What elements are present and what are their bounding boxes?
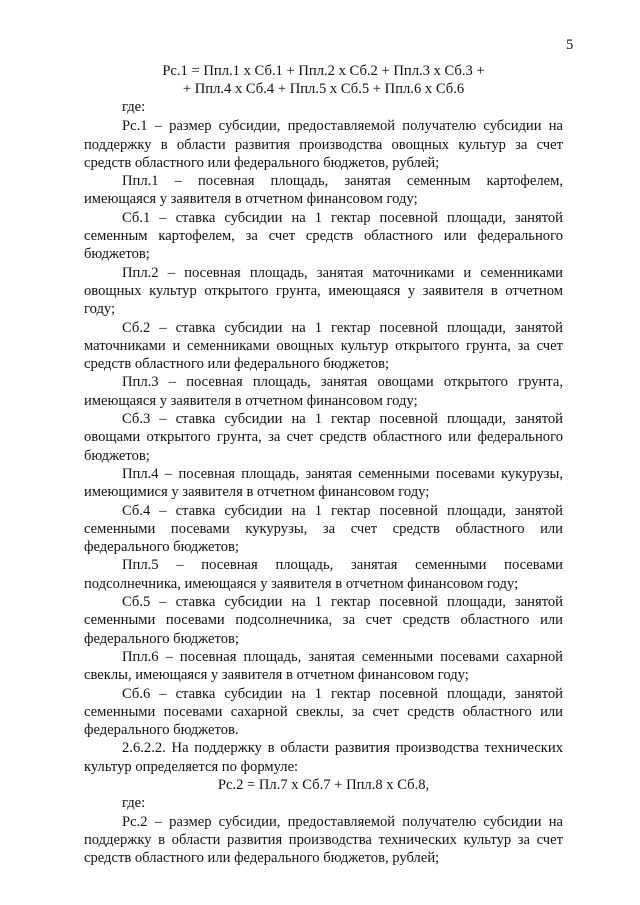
definition-ppl3: Ппл.3 – посевная площадь, занятая овощами открытого грунта, имеющаяся у заявителя в отчетном финансовом году; (84, 374, 563, 409)
page-number: 5 (566, 37, 574, 53)
definition-sb6: Сб.6 – ставка субсидии на 1 гектар посевной площади, занятой семенными посевами сахарной свеклы, за счет средств областного или федерального бюджетов. (84, 685, 563, 739)
document-body (84, 98, 563, 867)
definition-sb2: Сб.2 – ставка субсидии на 1 гектар посевной площади, занятой маточниками и семенниками овощных культур открытого грунта, за счет средств областного или федерального бюджетов; (84, 319, 563, 373)
definition-ppl1: Ппл.1 – посевная площадь, занятая семенным картофелем, имеющаяся у заявителя в отчетном финансовом году; (84, 173, 563, 208)
where-label-2: где: (122, 795, 146, 812)
definition-rs2: Рс.2 – размер субсидии, предоставляемой получателю субсидии на поддержку в области развития производства технических культур за счет средств областного или федерального бюджетов, рублей; (84, 813, 563, 867)
formula-rs1 (84, 62, 563, 99)
definition-ppl2: Ппл.2 – посевная площадь, занятая маточниками и семенниками овощных культур открытого грунта, имеющаяся у заявителя в отчетном году; (84, 264, 563, 318)
definition-ppl4: Ппл.4 – посевная площадь, занятая семенными посевами кукурузы, имеющимися у заявителя в отчетном финансовом году; (84, 465, 563, 501)
definition-sb1: Сб.1 – ставка субсидии на 1 гектар посевной площади, занятой семенным картофелем, за счет средств областного или федерального бюджетов; (84, 209, 563, 263)
definition-sb5: Сб.5 – ставка субсидии на 1 гектар посевной площади, занятой семенными посевами подсолнечника, за счет средств областного или федерального бюджетов; (84, 594, 563, 647)
definition-sb3: Сб.3 – ставка субсидии на 1 гектар посевной площади, занятой овощами открытого грунта, за счет средств областного или федерального бюджетов; (84, 411, 563, 464)
definition-ppl6: Ппл.6 – посевная площадь, занятая семенными посевами сахарной свеклы, имеющаяся у заявителя в отчетном финансовом году; (84, 648, 563, 684)
definition-ppl5: Ппл.5 – посевная площадь, занятая семенными посевами подсолнечника, имеющаяся у заявителя в отчетном финансовом году; (84, 557, 563, 592)
section-2-6-2-2: 2.6.2.2. На поддержку в области развития производства технических культур определяется по формуле: (84, 740, 563, 775)
formula-rs2: Рс.2 = Пл.7 х Сб.7 + Ппл.8 х Сб.8, (217, 776, 430, 793)
where-label: где: (122, 99, 146, 115)
definition-sb4: Сб.4 – ставка субсидии на 1 гектар посевной площади, занятой семенными посевами кукурузы, за счет средств областного или федерального бюджетов; (84, 502, 563, 556)
formula-rs1-line1: Рс.1 = Ппл.1 х Сб.1 + Ппл.2 х Сб.2 + Ппл.3 х Сб.3 + (162, 63, 485, 79)
formula-rs1-line2: + Ппл.4 х Сб.4 + Ппл.5 х Сб.5 + Ппл.6 х Сб.6 (182, 81, 465, 98)
definition-rs1: Рс.1 – размер субсидии, предоставляемой получателю субсидии на поддержку в области развития производства овощных культур за счет средств областного или федерального бюджетов, рублей; (84, 118, 563, 171)
